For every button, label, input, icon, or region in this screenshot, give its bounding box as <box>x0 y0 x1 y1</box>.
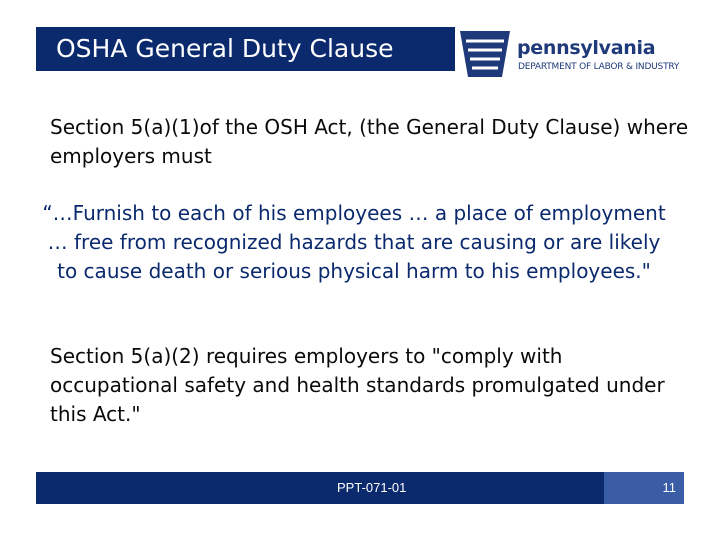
intro-paragraph: Section 5(a)(1)of the OSH Act, (the General Duty Clause) where employers must <box>50 115 689 168</box>
slide-title: OSHA General Duty Clause <box>36 27 455 71</box>
pennsylvania-logo <box>456 27 696 81</box>
quote-paragraph: “…Furnish to each of his employees … a place of employment … free from recognized hazards that are causing or are likely to cause death or serious physical harm to his employees." <box>42 201 666 283</box>
logo-subtitle: DEPARTMENT OF LABOR & INDUSTRY <box>518 62 680 72</box>
logo-name: pennsylvania <box>517 37 656 59</box>
page-number: 11 <box>662 480 676 495</box>
section2-paragraph: Section 5(a)(2) requires employers to "comply with occupational safety and health standards promulgated under this Act." <box>50 344 665 426</box>
keystone-icon <box>456 27 514 81</box>
footer-code: PPT-071-01 <box>337 480 407 495</box>
